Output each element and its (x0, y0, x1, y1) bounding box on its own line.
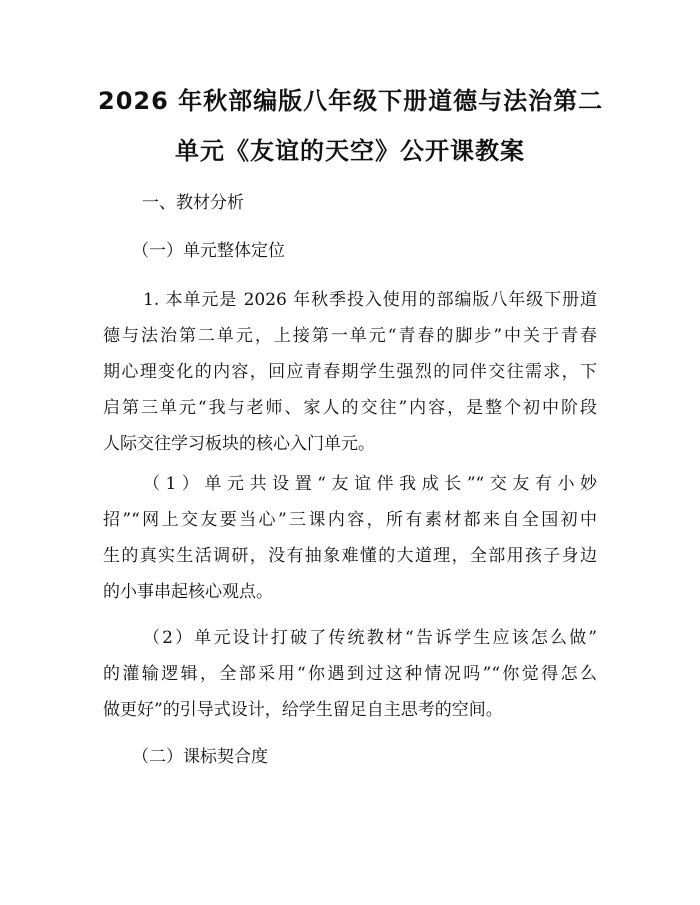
paragraph-guided-design (103, 620, 597, 728)
paragraph-line: 生的真实生活调研，没有抽象难懂的大道理，全部用孩子身边 (103, 546, 597, 566)
section-heading-teaching-material-analysis: 一、教材分析 (142, 193, 244, 213)
paragraph-line: 人际交往学习板块的核心入门单元。 (103, 434, 375, 454)
paragraph-line: （1）单元共设置“友谊伴我成长”“交友有小妙 (143, 474, 597, 494)
subsection-heading-unit-positioning: （一）单元整体定位 (132, 241, 285, 261)
paragraph-line: 的灌输逻辑，全部采用“你遇到过这种情况吗”“你觉得怎么 (103, 664, 597, 684)
paragraph-unit-overview (103, 282, 597, 462)
paragraph-line: 德与法治第二单元，上接第一单元“青春的脚步”中关于青春 (103, 326, 597, 346)
document-title-line-1: 2026 年秋部编版八年级下册道德与法治第二 (98, 87, 604, 115)
paragraph-line: 的小事串起核心观点。 (103, 582, 273, 602)
document-title-line-2: 单元《友谊的天空》公开课教案 (175, 137, 525, 165)
paragraph-line: 招”“网上交友要当心”三课内容，所有素材都来自全国初中 (103, 510, 597, 530)
subsection-heading-curriculum-fit: （二）课标契合度 (132, 747, 268, 767)
paragraph-line: 1. 本单元是 2026 年秋季投入使用的部编版八年级下册道 (143, 290, 597, 310)
paragraph-line: 做更好”的引导式设计，给学生留足自主思考的空间。 (103, 700, 503, 720)
paragraph-line: 期心理变化的内容，回应青春期学生强烈的同伴交往需求，下 (103, 362, 597, 382)
paragraph-lesson-contents (103, 466, 597, 610)
paragraph-line: （2）单元设计打破了传统教材“告诉学生应该怎么做” (143, 628, 597, 648)
paragraph-line: 启第三单元“我与老师、家人的交往”内容，是整个初中阶段 (103, 398, 597, 418)
